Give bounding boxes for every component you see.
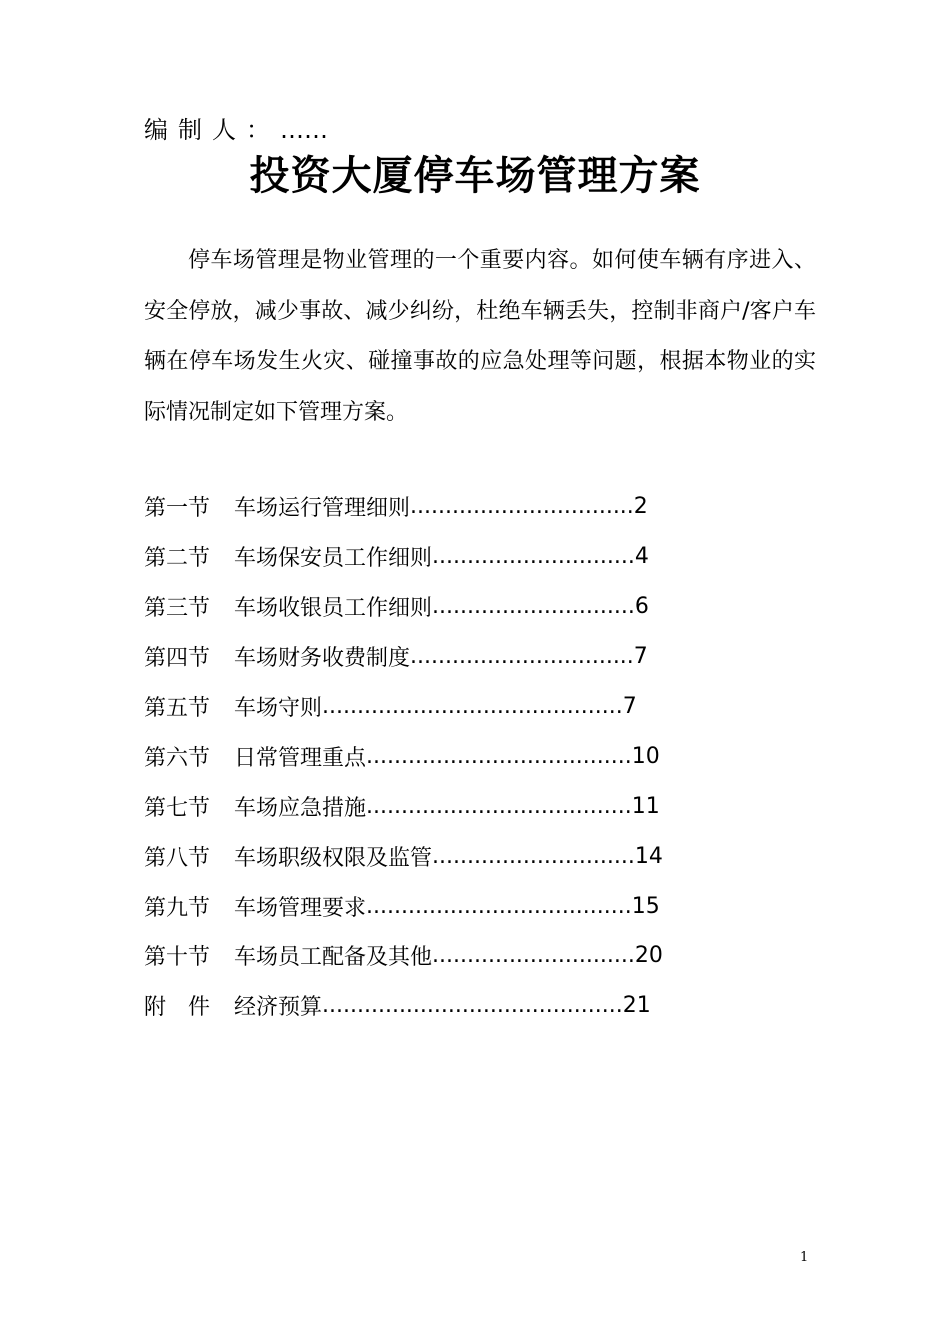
toc-section-number: 第十节 bbox=[144, 945, 211, 971]
toc-section-number: 第三节 bbox=[144, 596, 211, 622]
toc-entry-6[interactable] bbox=[144, 731, 804, 781]
document-title: 投资大厦停车场管理方案 bbox=[249, 153, 701, 199]
toc-page-number: 6 bbox=[634, 594, 649, 620]
toc-entry-5[interactable] bbox=[144, 682, 804, 732]
toc-section-number: 第八节 bbox=[144, 845, 211, 871]
toc-section-title: 车场员工配备及其他 bbox=[234, 945, 433, 971]
toc-entry-9[interactable] bbox=[144, 881, 804, 931]
toc-section-number: 第七节 bbox=[144, 795, 211, 821]
table-of-contents bbox=[144, 482, 804, 1031]
toc-section-number: 第一节 bbox=[144, 496, 211, 522]
toc-leader-dots: ...................................... bbox=[366, 743, 632, 769]
author-separator: ： bbox=[246, 116, 280, 144]
toc-section-number: 第四节 bbox=[144, 646, 211, 672]
toc-section-title: 车场运行管理细则 bbox=[234, 496, 411, 522]
toc-section-number: 第九节 bbox=[144, 895, 211, 921]
toc-section-title: 车场应急措施 bbox=[234, 795, 367, 821]
toc-page-number: 7 bbox=[622, 694, 637, 719]
toc-entry-10[interactable] bbox=[144, 931, 804, 981]
author-placeholder: …… bbox=[280, 116, 328, 144]
toc-section-number: 第六节 bbox=[144, 745, 211, 771]
page-number: 1 bbox=[800, 1250, 809, 1265]
toc-leader-dots: ................................ bbox=[410, 644, 634, 670]
toc-page-number: 15 bbox=[631, 893, 660, 919]
toc-leader-dots: ............................. bbox=[432, 594, 635, 620]
toc-page-number: 2 bbox=[633, 494, 648, 520]
toc-section-number: 第二节 bbox=[144, 546, 211, 572]
toc-leader-dots: ........................................... bbox=[322, 694, 623, 719]
toc-page-number: 20 bbox=[634, 943, 663, 969]
toc-section-title: 车场守则 bbox=[234, 696, 323, 721]
toc-leader-dots: ............................. bbox=[432, 943, 635, 969]
toc-section-title: 车场收银员工作细则 bbox=[234, 596, 433, 622]
toc-page-number: 11 bbox=[631, 793, 660, 819]
toc-section-title: 车场管理要求 bbox=[234, 895, 367, 921]
toc-entry-3[interactable] bbox=[144, 582, 804, 632]
toc-entry-7[interactable] bbox=[144, 781, 804, 831]
toc-entry-appendix[interactable] bbox=[144, 981, 804, 1031]
toc-page-number: 10 bbox=[631, 743, 660, 769]
toc-page-number: 4 bbox=[634, 544, 649, 570]
toc-section-number: 附件 bbox=[144, 995, 233, 1021]
toc-leader-dots: ............................. bbox=[432, 544, 635, 570]
toc-page-number: 21 bbox=[622, 993, 651, 1019]
toc-section-title: 日常管理重点 bbox=[234, 745, 367, 771]
toc-section-title: 经济预算 bbox=[234, 995, 323, 1021]
author-label: 编制人 bbox=[144, 116, 246, 144]
toc-section-number: 第五节 bbox=[144, 696, 211, 721]
toc-page-number: 7 bbox=[633, 644, 648, 670]
toc-section-title: 车场保安员工作细则 bbox=[234, 546, 433, 572]
toc-section-title: 车场财务收费制度 bbox=[234, 646, 411, 672]
toc-page-number: 14 bbox=[634, 843, 663, 869]
toc-leader-dots: ............................. bbox=[432, 843, 635, 869]
toc-entry-4[interactable] bbox=[144, 632, 804, 682]
intro-paragraph: 停车场管理是物业管理的一个重要内容。如何使车辆有序进入、安全停放，减少事故、减少纠纷，杜绝车辆丢失，控制非商户/客户车辆在停车场发生火灾、碰撞事故的应急处理等问题，根据本物业的实际情况制定如下管理方案。 bbox=[144, 248, 816, 425]
toc-entry-1[interactable] bbox=[144, 482, 804, 532]
toc-leader-dots: ........................................... bbox=[322, 993, 623, 1019]
toc-leader-dots: ................................ bbox=[410, 494, 634, 520]
toc-entry-8[interactable] bbox=[144, 831, 804, 881]
toc-entry-2[interactable] bbox=[144, 532, 804, 582]
author-line bbox=[144, 112, 328, 148]
toc-leader-dots: ...................................... bbox=[366, 793, 632, 819]
toc-leader-dots: ...................................... bbox=[366, 893, 632, 919]
toc-section-title: 车场职级权限及监管 bbox=[234, 845, 433, 871]
